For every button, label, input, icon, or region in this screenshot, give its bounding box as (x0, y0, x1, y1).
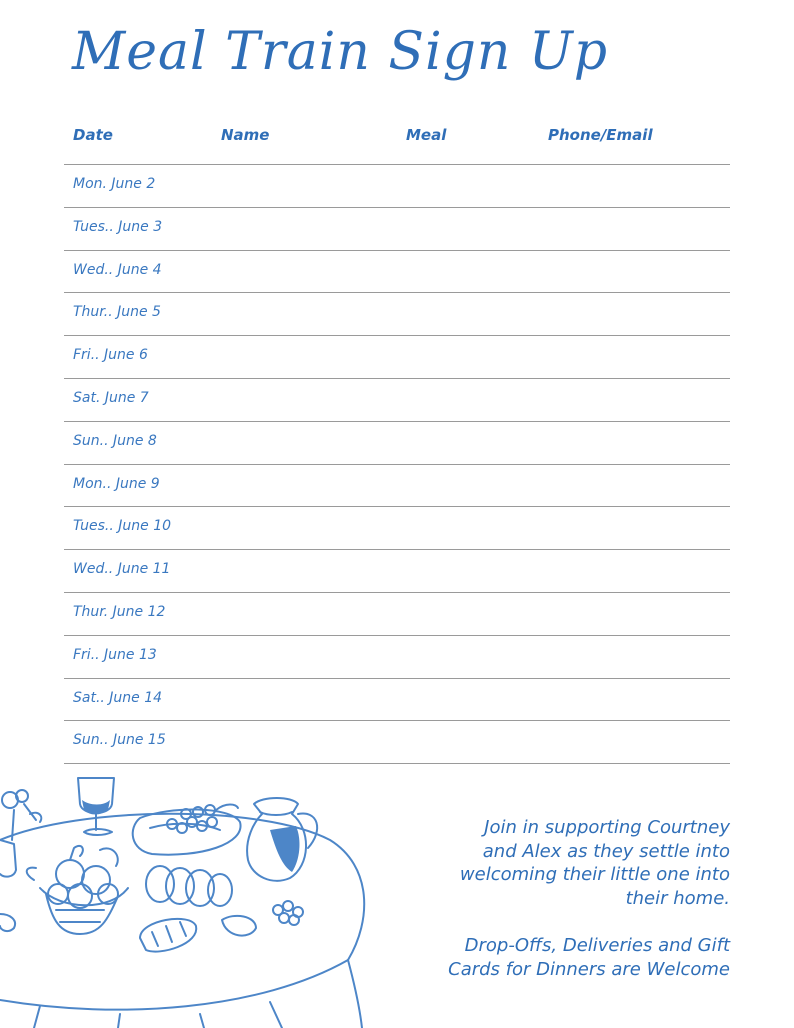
row-date: Tues.. June 10 (73, 518, 172, 535)
row-date: Tues.. June 3 (73, 218, 163, 235)
header-phone-email: Phone/Email (548, 126, 653, 144)
dish-icon (222, 916, 256, 936)
row-date: Wed.. June 11 (73, 561, 171, 578)
message-line: and Alex as they settle into (482, 840, 730, 862)
header-meal: Meal (406, 126, 447, 144)
row-date: Mon. June 2 (73, 176, 156, 192)
table-row (64, 207, 730, 250)
bread-board-icon (133, 805, 241, 855)
row-date: Fri.. June 13 (73, 646, 157, 663)
message-line: Join in supporting Courtney (484, 817, 730, 838)
sliced-bread-icon (146, 866, 232, 906)
table-row (64, 335, 730, 378)
signup-table (64, 164, 730, 764)
row-date: Thur. June 12 (73, 603, 166, 620)
message-line: Drop-Offs, Deliveries and Gift (464, 935, 730, 956)
row-date: Wed.. June 4 (73, 261, 162, 278)
header-name: Name (221, 126, 270, 144)
table-header (0, 126, 794, 148)
table-row (64, 164, 730, 207)
row-date: Mon.. June 9 (73, 475, 160, 492)
table-row (64, 250, 730, 293)
table-row (64, 378, 730, 421)
row-date: Sun.. June 15 (73, 732, 166, 749)
table-row (64, 549, 730, 592)
table-row (64, 292, 730, 335)
fruit-basket-icon (27, 846, 128, 934)
table-row (64, 635, 730, 678)
row-date: Sat. June 7 (73, 389, 149, 406)
small-flower-icon (273, 901, 303, 925)
table-row (64, 421, 730, 464)
message-line: Cards for Dinners are Welcome (448, 958, 730, 980)
pitcher-icon (247, 798, 317, 881)
table-edge (0, 814, 364, 960)
bread-loaf-icon (140, 919, 196, 952)
support-message (390, 816, 730, 981)
page-title: Meal Train Sign Up (72, 22, 609, 82)
table-row (64, 720, 730, 764)
message-line: their home. (625, 887, 730, 909)
table-row (64, 506, 730, 549)
table-front (0, 960, 348, 1010)
row-date: Sat.. June 14 (73, 689, 163, 706)
table-row (64, 678, 730, 721)
wine-glass-icon (78, 778, 114, 835)
row-date: Thur.. June 5 (73, 304, 161, 321)
dinner-table-illustration (0, 770, 380, 1028)
table-row (64, 592, 730, 635)
message-line: welcoming their little one into (459, 864, 730, 885)
table-row (64, 464, 730, 507)
row-date: Sun.. June 8 (73, 432, 157, 449)
row-date: Fri.. June 6 (73, 347, 148, 364)
header-date: Date (73, 126, 113, 144)
